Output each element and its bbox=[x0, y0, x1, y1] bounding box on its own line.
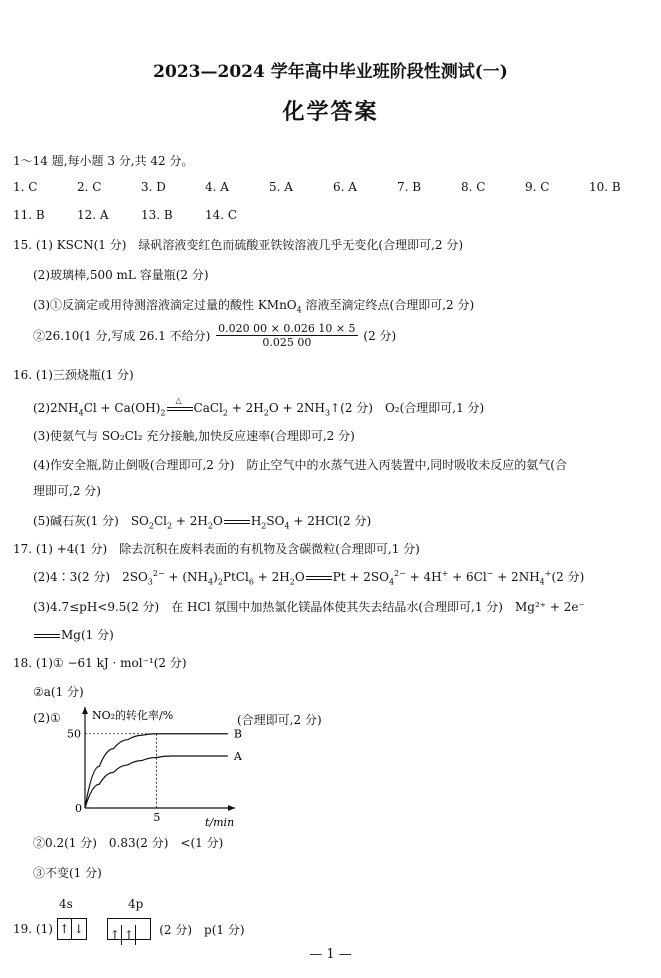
q18-line-2: ②a(1 分) bbox=[33, 685, 84, 699]
orbital-4s-box bbox=[57, 918, 87, 940]
mcq-answer: 2. C bbox=[77, 180, 102, 194]
chart-series bbox=[85, 728, 243, 808]
q15-line-4: ②26.10(1 分,写成 26.1 不给分) $\frac{0.020 00 \times 0.026 10 \times 5}{0.025 00}$ (2 分) bbox=[33, 322, 397, 349]
y-tick-label: 50 bbox=[67, 727, 81, 741]
equals-sign bbox=[34, 634, 60, 638]
orbital-cell bbox=[136, 919, 150, 939]
page-number: — 1 — bbox=[309, 947, 352, 962]
mcq-answer: 12. A bbox=[77, 208, 109, 222]
mcq-answer: 11. B bbox=[13, 208, 45, 222]
orbital-4p-box bbox=[107, 918, 151, 940]
chart-axes bbox=[67, 707, 235, 827]
mcq-answer: 10. B bbox=[589, 180, 621, 194]
q17-line-4: Mg(1 分) bbox=[33, 626, 114, 643]
q18-line-1: 18. (1)① −61 kJ · mol⁻¹(2 分) bbox=[13, 656, 187, 670]
heat-equals-sign: △ bbox=[167, 407, 193, 411]
mcq-answer: 9. C bbox=[525, 180, 550, 194]
q17-line-2: (2)4∶3(2 分) $2SO_3^{2-}$ + $(NH_4)_2PtCl_6 + 2H_2O$ $Pt + 2SO_4^{2-} + 4H^+ + 6Cl^- + 2NH_4^+(2$ 分) bbox=[33, 569, 585, 587]
q18-line-5: ③不变(1 分) bbox=[33, 866, 102, 880]
x-axis-label: t/min bbox=[205, 816, 235, 827]
mcq-answer: 14. C bbox=[205, 208, 238, 222]
q16-line-3: (3)使氨气与 SO₂Cl₂ 充分接触,加快反应速率(合理即可,2 分) bbox=[33, 429, 355, 443]
q18-line-3: (2)① bbox=[33, 711, 61, 725]
orbital-cell: ↑ bbox=[108, 925, 122, 945]
mcq-answer: 5. A bbox=[269, 180, 293, 194]
equals-sign bbox=[224, 520, 250, 524]
q17-line-1: 17. (1) +4(1 分) 除去沉积在废料表面的有机物及含碳微粒(合理即可,1 分) bbox=[13, 542, 420, 556]
equals-sign bbox=[306, 576, 332, 580]
answer-title: 化学答案 bbox=[282, 99, 379, 125]
y-axis-label: NO₂的转化率/% bbox=[92, 709, 174, 722]
x-axis-arrow bbox=[228, 805, 235, 811]
mcq-answer: 4. A bbox=[205, 180, 229, 194]
q18-chart-note: (合理即可,2 分) bbox=[237, 713, 322, 727]
mcq-answer: 6. A bbox=[333, 180, 357, 194]
mcq-answer: 8. C bbox=[461, 180, 486, 194]
mcq-intro: 1～14 题,每小题 3 分,共 42 分。 bbox=[13, 154, 194, 168]
conversion-rate-chart bbox=[60, 702, 250, 827]
mcq-answer: 1. C bbox=[13, 180, 38, 194]
q18-line-4: ②0.2(1 分) 0.83(2 分) <(1 分) bbox=[33, 836, 224, 850]
q16-line-2: $(2)2NH_4Cl + Ca(OH)_2$ △ CaCl$_2$ + $2H_2O$ + $2NH_3↑(2$ 分) O₂(合理即可,1 分) bbox=[33, 395, 485, 418]
q19-line-1: 19. (1) ↑ ↓ ↑ ↑ (2 分) p(1 分) bbox=[13, 918, 245, 940]
y-tick-label: 0 bbox=[75, 802, 82, 815]
orbital-4s-label: 4s bbox=[59, 897, 73, 911]
series-label-A: A bbox=[233, 750, 242, 764]
q16-line-1: 16. (1)三颈烧瓶(1 分) bbox=[13, 368, 134, 382]
x-tick-label: 5 bbox=[153, 811, 161, 824]
q16-line-4: (4)作安全瓶,防止倒吸(合理即可,2 分) 防止空气中的水蒸气进入丙装置中,同时吸收未反应的氨气(合 bbox=[33, 458, 567, 472]
series-label-B: B bbox=[233, 727, 242, 741]
exam-title: 2023—2024 学年高中毕业班阶段性测试(一) bbox=[153, 62, 508, 82]
mcq-answer: 3. D bbox=[141, 180, 166, 194]
q16-line-6: (5)碱石灰(1 分) $SO_2Cl_2 + 2H_2O$ $H_2SO_4 + 2HCl(2$ 分) bbox=[33, 514, 372, 531]
orbital-cell: ↓ bbox=[73, 922, 84, 936]
orbital-4p-label: 4p bbox=[128, 897, 144, 911]
orbital-cell: ↑ bbox=[122, 925, 136, 945]
q17-line-3: (3)4.7≤pH<9.5(2 分) 在 HCl 氛围中加热氯化镁晶体使其失去结晶水(合理即可,1 分) Mg²⁺ + 2e⁻ bbox=[33, 600, 585, 614]
mcq-answer: 13. B bbox=[141, 208, 173, 222]
q15-line-3: (3)①反滴定或用待测溶液滴定过量的酸性 KMnO$_4$ 溶液至滴定终点(合理即可,2 分) bbox=[33, 298, 475, 315]
titration-fraction: $\frac{0.020 00 \times 0.026 10 \times 5}{0.025 00}$ bbox=[218, 322, 356, 349]
y-axis-arrow bbox=[82, 707, 88, 714]
q15-line-1: 15. (1) KSCN(1 分) 绿矾溶液变红色而硫酸亚铁铵溶液几乎无变化(合理即可,2 分) bbox=[13, 238, 464, 252]
mcq-answer: 7. B bbox=[397, 180, 422, 194]
q16-line-5: 理即可,2 分) bbox=[33, 484, 101, 498]
orbital-cell: ↑ bbox=[58, 919, 72, 939]
q15-line-2: (2)玻璃棒,500 mL 容量瓶(2 分) bbox=[33, 268, 209, 282]
